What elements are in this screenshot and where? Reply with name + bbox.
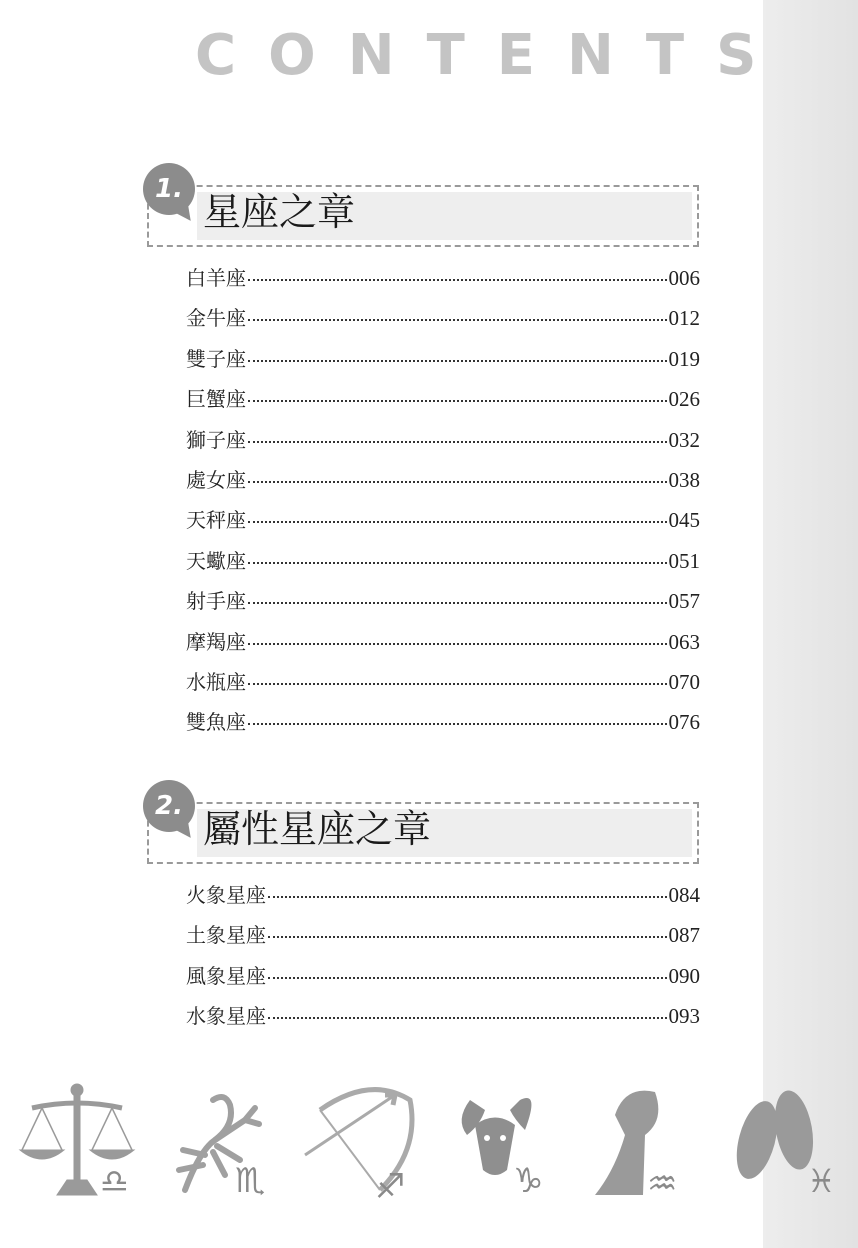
toc-entry-page-number: 084: [668, 883, 700, 907]
dot-leader: [248, 562, 667, 564]
toc-entry[interactable]: [186, 343, 700, 383]
svg-text:♏: ♏: [235, 1161, 266, 1201]
toc-entry-page-number: 057: [668, 589, 700, 614]
toc-entry-title: 水象星座: [186, 1004, 266, 1029]
toc-entry-page-number: 006: [668, 266, 700, 290]
chapter-number-badge: 2.: [143, 780, 195, 832]
toc-entry-page-number: 019: [668, 346, 700, 371]
chapter-1-toc: [186, 262, 700, 747]
toc-entry-title: 風象星座: [186, 963, 266, 988]
scorpio-icon: [155, 1080, 285, 1205]
toc-entry-page-number: 090: [668, 963, 700, 988]
toc-entry[interactable]: [186, 879, 700, 919]
dot-leader: [248, 400, 667, 402]
toc-entry-page-number: 070: [668, 669, 700, 694]
toc-entry[interactable]: [186, 262, 700, 302]
chapter-1-header: [147, 174, 699, 247]
aquarius-icon: [585, 1080, 715, 1205]
libra-icon: [12, 1080, 142, 1205]
chapter-title: 屬性星座之章: [203, 807, 432, 851]
dot-leader: [248, 643, 667, 645]
dot-leader: [248, 602, 667, 604]
svg-text:♎: ♎: [100, 1162, 129, 1200]
toc-entry-title: 天秤座: [186, 508, 246, 533]
toc-entry[interactable]: [186, 666, 700, 706]
toc-entry-page-number: 045: [668, 508, 700, 533]
pisces-icon: [722, 1080, 852, 1205]
toc-entry-title: 火象星座: [186, 883, 266, 907]
page-title: CONTENTS: [195, 23, 789, 88]
toc-entry-page-number: 076: [668, 710, 700, 735]
toc-entry-page-number: 012: [668, 306, 700, 331]
dot-leader: [248, 683, 667, 685]
dot-leader: [268, 896, 667, 898]
dot-leader: [248, 279, 667, 281]
toc-entry[interactable]: [186, 504, 700, 544]
toc-entry[interactable]: [186, 960, 700, 1000]
dot-leader: [248, 360, 667, 362]
toc-entry[interactable]: [186, 302, 700, 342]
toc-entry[interactable]: [186, 383, 700, 423]
svg-text:♓: ♓: [807, 1162, 836, 1200]
toc-entry[interactable]: [186, 626, 700, 666]
toc-entry[interactable]: [186, 424, 700, 464]
toc-entry-title: 白羊座: [186, 266, 246, 290]
svg-text:♐: ♐: [375, 1167, 406, 1205]
toc-entry[interactable]: [186, 464, 700, 504]
toc-entry[interactable]: [186, 919, 700, 959]
toc-entry-page-number: 032: [668, 427, 700, 452]
toc-entry-title: 雙子座: [186, 346, 246, 371]
dot-leader: [248, 723, 667, 725]
toc-entry-page-number: 063: [668, 629, 700, 654]
chapter-title: 星座之章: [203, 190, 356, 234]
dot-leader: [268, 936, 667, 938]
toc-entry[interactable]: [186, 1000, 700, 1040]
dot-leader: [248, 441, 667, 443]
toc-entry-title: 獅子座: [186, 427, 246, 452]
dot-leader: [268, 977, 667, 979]
dot-leader: [248, 481, 667, 483]
svg-text:♑: ♑: [513, 1161, 544, 1201]
capricorn-icon: [445, 1080, 575, 1205]
toc-entry-page-number: 026: [668, 387, 700, 412]
toc-entry-page-number: 051: [668, 548, 700, 573]
toc-entry-title: 土象星座: [186, 923, 266, 948]
chapter-number-badge: 1.: [143, 163, 195, 215]
dot-leader: [268, 1017, 667, 1019]
chapter-2-header: [147, 791, 699, 864]
dot-leader: [248, 521, 667, 523]
toc-entry-title: 水瓶座: [186, 669, 246, 694]
toc-entry-title: 摩羯座: [186, 629, 246, 654]
chapter-2-toc: [186, 879, 700, 1041]
toc-entry[interactable]: [186, 545, 700, 585]
toc-entry[interactable]: [186, 585, 700, 625]
toc-entry[interactable]: [186, 706, 700, 746]
toc-entry-page-number: 087: [668, 923, 700, 948]
svg-text:♒: ♒: [647, 1164, 678, 1204]
toc-entry-title: 金牛座: [186, 306, 246, 331]
zodiac-illustration-row: [0, 1080, 858, 1210]
dot-leader: [248, 319, 667, 321]
toc-entry-title: 處女座: [186, 467, 246, 492]
toc-entry-page-number: 038: [668, 467, 700, 492]
toc-entry-title: 射手座: [186, 589, 246, 614]
toc-entry-title: 巨蟹座: [186, 387, 246, 412]
toc-entry-page-number: 093: [668, 1004, 700, 1029]
side-strip: [763, 0, 858, 1248]
sagittarius-icon: [300, 1080, 430, 1205]
toc-entry-title: 天蠍座: [186, 548, 246, 573]
toc-entry-title: 雙魚座: [186, 710, 246, 735]
